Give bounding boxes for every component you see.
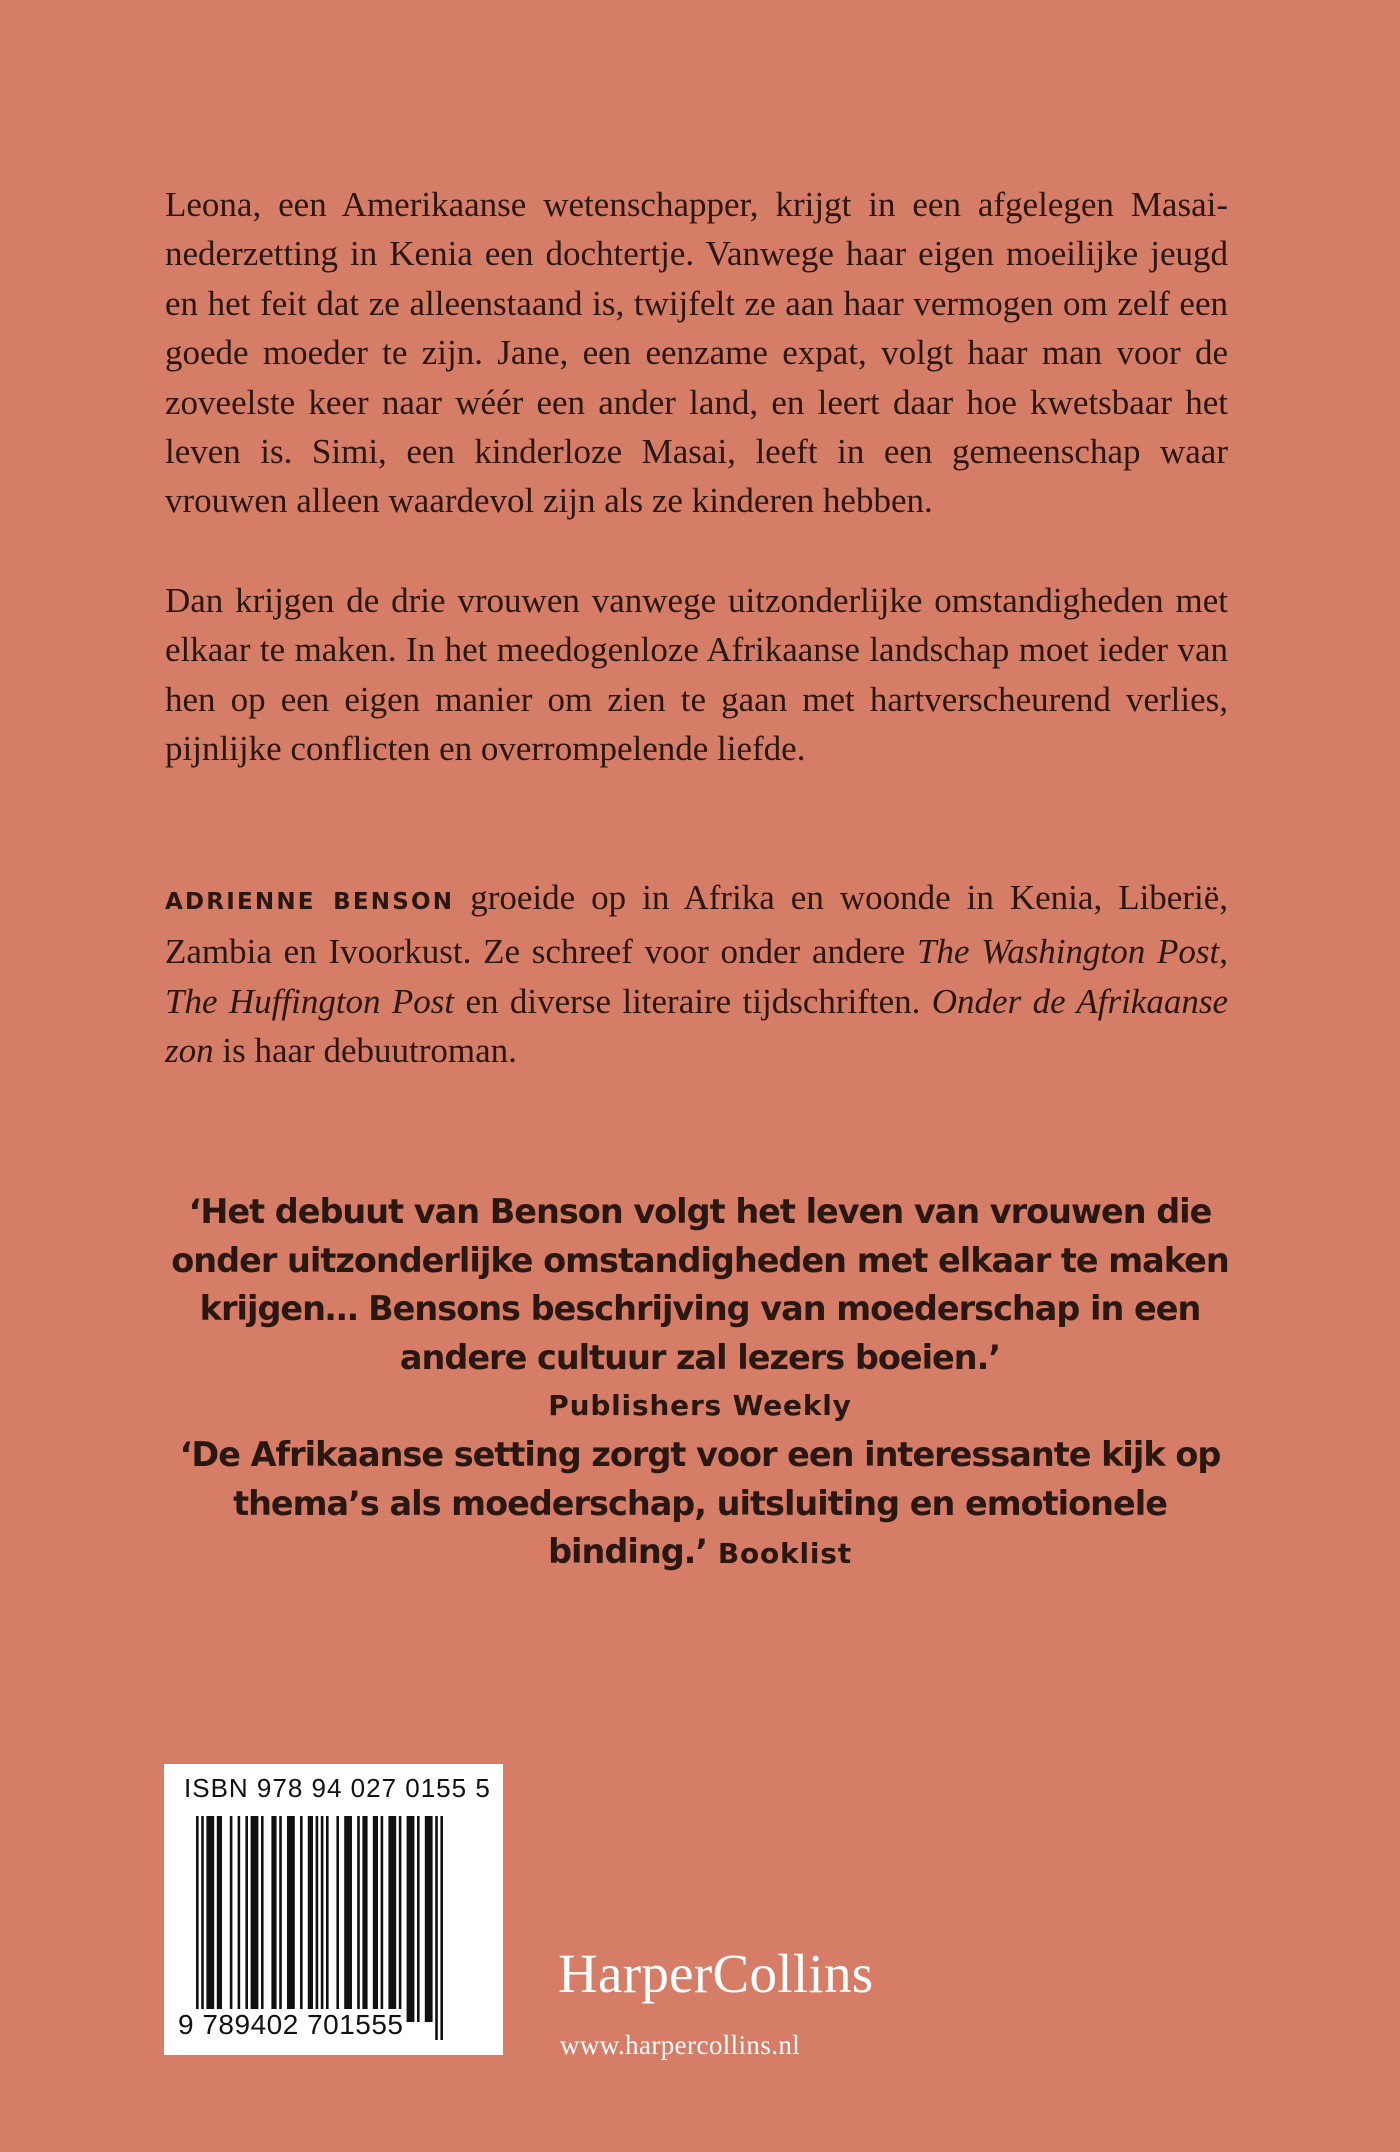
barcode-bar-11 (287, 1816, 295, 2022)
barcode-bar-20 (362, 1816, 367, 2022)
barcode-bar-6 (245, 1816, 248, 2022)
blurb-paragraph-2: Dan krijgen de drie vrouwen vanwege uitzonderlijke omstandigheden met elkaar te maken. In het meedogenloze Afrikaanse landschap moet ieder van hen op een eigen manier om zien te gaan met hartverscheurend verlies, pijnlijke conflicten en overrompelende liefde. (165, 581, 1228, 769)
barcode-bar-22 (381, 1816, 384, 2022)
barcode-bar-17 (336, 1816, 339, 2022)
barcode-bar-25 (407, 1816, 415, 2022)
review-source: Publishers Weekly (548, 1389, 852, 1422)
book-title: Onder de Afrikaanse zon (165, 981, 1228, 1071)
bio-text-2: , (1219, 932, 1228, 972)
review-quote-1 (150, 1188, 1250, 1431)
barcode-bar-18 (344, 1816, 352, 2022)
barcode-bar-10 (279, 1816, 282, 2022)
barcode-bar-12 (300, 1816, 303, 2022)
barcode-bar-7 (251, 1816, 259, 2022)
barcode-bar-15 (321, 1816, 324, 2040)
publisher-url: www.harpercollins.nl (560, 2030, 801, 2060)
barcode-bar-1 (201, 1816, 204, 2040)
blurb-paragraph-1: Leona, een Amerikaanse wetenschapper, krijgt in een afgelegen Masainederzetting in Kenia een dochtertje. Vanwege haar eigen moeilijke jeugd en het feit dat ze alleenstaand is, twijfelt ze aan haar vermogen om zelf een goede moeder te zijn. Jane, een eenzame expat, volgt haar man voor de zoveelste keer naar wéér een ander land, en leert daar hoe kwetsbaar het leven is. Simi, een kinderloze Masai, leeft in een gemeenschap waar vrouwen alleen waardevol zijn als ze kinderen hebben. (165, 185, 1228, 521)
isbn-label: ISBN 978 94 027 0155 5 (184, 1773, 491, 1803)
review-quote-2 (150, 1431, 1250, 1579)
barcode-bar-23 (388, 1816, 396, 2022)
review-source: Booklist (717, 1537, 852, 1570)
barcode-bar-13 (308, 1816, 313, 2022)
review-quote-text: ‘De Afrikaanse setting zorgt voor een interessante kijk op thema’s als moederschap, uitsluiting en emotionele binding.’ (179, 1435, 1221, 1571)
barcode-bar-21 (373, 1816, 378, 2022)
barcode-bar-19 (357, 1816, 360, 2022)
barcode-bar-8 (261, 1816, 264, 2022)
barcode-bar-29 (440, 1816, 443, 2040)
bio-text-1: groeide op in Afrika en woonde in Kenia, Liberië, Zambia en Ivoorkust. Ze schreef voor onder andere (165, 878, 1228, 972)
review-quote-text: ‘Het debuut van Benson volgt het leven van vrouwen die onder uitzonderlijke omstandigheden met elkaar te maken krijgen… Bensons beschrijving van moederschap in een andere cultuur zal lezers boeien.’ (171, 1192, 1229, 1377)
author-name: ADRIENNE BENSON (165, 889, 455, 915)
barcode-bar-14 (316, 1816, 319, 2040)
bio-text-3: en diverse literaire tijdschriften. (454, 981, 932, 1021)
barcode-bar-16 (326, 1816, 329, 2022)
publication-washington-post: The Washington Post (916, 932, 1220, 972)
barcode-bar-5 (238, 1816, 241, 2022)
barcode-bar-26 (417, 1816, 420, 2022)
barcode-digits: 9 789402 701555 (178, 2009, 404, 2040)
barcode-bar-9 (271, 1816, 276, 2022)
bio-text-4: is haar debuutroman. (213, 1031, 517, 1071)
author-bio (165, 873, 1228, 1076)
barcode-bar-28 (435, 1816, 438, 2040)
publication-huffington-post: The Huffington Post (165, 981, 455, 1021)
barcode-bar-0 (196, 1816, 199, 2040)
barcode-bar-24 (399, 1816, 402, 2022)
barcode-bar-3 (217, 1816, 222, 2022)
isbn-barcode (164, 1764, 503, 2055)
barcode-bar-2 (206, 1816, 214, 2022)
barcode-bar-4 (230, 1816, 233, 2022)
barcode-bar-27 (425, 1816, 433, 2022)
publisher-logo: HarperCollins (558, 1943, 874, 2004)
